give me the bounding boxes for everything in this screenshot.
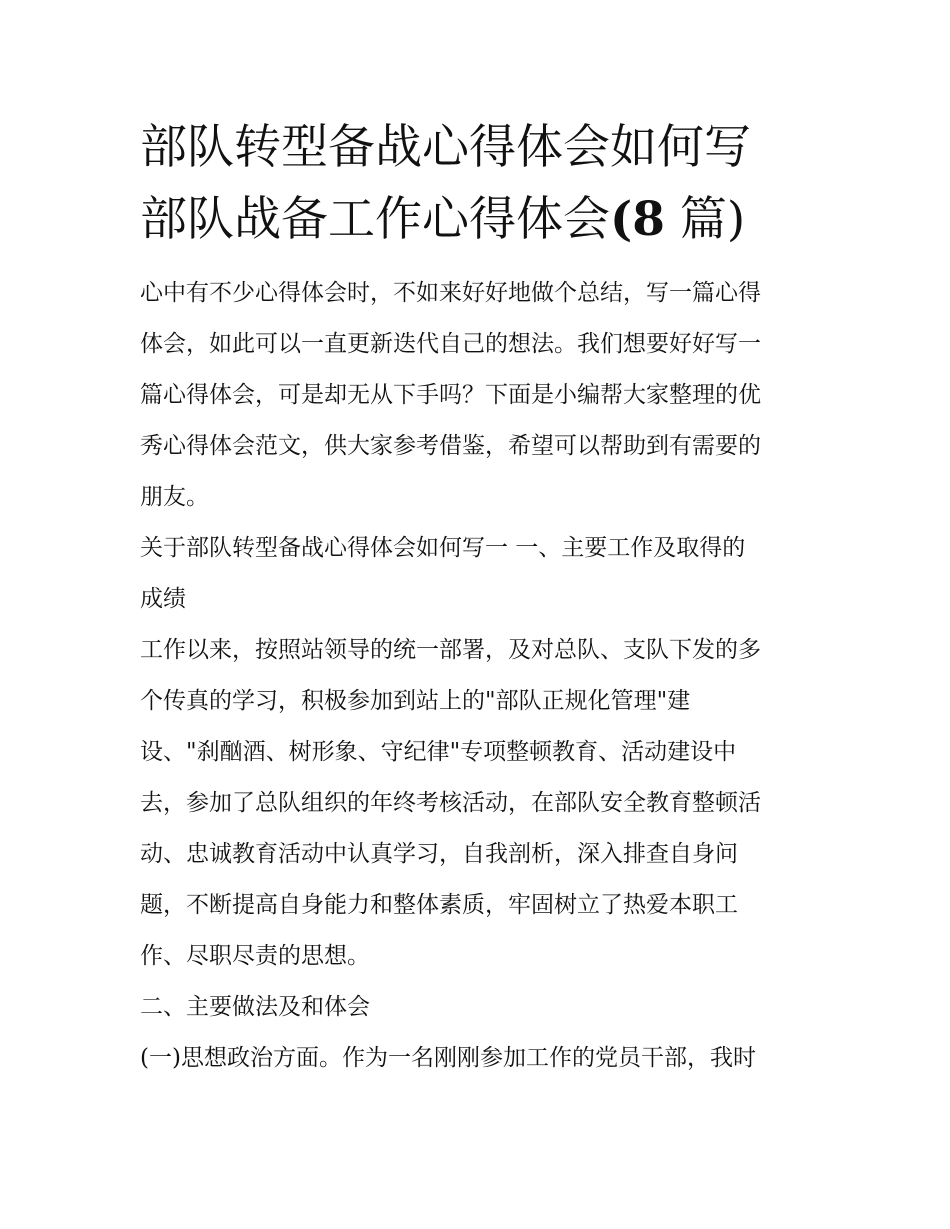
body-line: 关于部队转型备战心得体会如何写一 一、主要工作及取得的 [140, 535, 746, 561]
body-line: 工作以来，按照站领导的统一部署，及对总队、支队下发的多 [140, 637, 761, 663]
body-line: 篇心得体会，可是却无从下手吗？下面是小编帮大家整理的优 [140, 382, 761, 408]
title-line-2-bold: (8 [610, 192, 665, 247]
body-line: 朋友。 [140, 484, 209, 510]
body-line: 去，参加了总队组织的年终考核活动，在部队安全教育整顿活 [140, 790, 761, 816]
body-line: 设、"刹酗酒、树形象、守纪律"专项整顿教育、活动建设中 [140, 739, 737, 765]
document-content [140, 112, 815, 1084]
body-line: 体会，如此可以一直更新迭代自己的想法。我们想要好好写一 [140, 331, 761, 357]
document-body [140, 268, 815, 1084]
body-line: 动、忠诚教育活动中认真学习，自我剖析，深入排查自身问 [140, 841, 738, 867]
document-title [140, 112, 815, 256]
title-line-2-tail: 篇) [664, 192, 746, 247]
title-line-2 [140, 184, 815, 256]
body-line: 成绩 [140, 586, 186, 612]
body-line: 作、尽职尽责的思想。 [140, 943, 370, 969]
title-line-2-text: 部队战备工作心得体会 [140, 192, 610, 247]
body-line: (一)思想政治方面。作为一名刚刚参加工作的党员干部，我时 [140, 1045, 756, 1071]
body-line: 题，不断提高自身能力和整体素质，牢固树立了热爱本职工 [140, 892, 738, 918]
body-line: 个传真的学习，积极参加到站上的"部队正规化管理"建 [140, 688, 691, 714]
title-line-1: 部队转型备战心得体会如何写 [140, 120, 751, 175]
body-line: 二、主要做法及和体会 [140, 994, 370, 1020]
body-line: 心中有不少心得体会时，不如来好好地做个总结，写一篇心得 [140, 280, 761, 306]
body-line: 秀心得体会范文，供大家参考借鉴，希望可以帮助到有需要的 [140, 433, 761, 459]
